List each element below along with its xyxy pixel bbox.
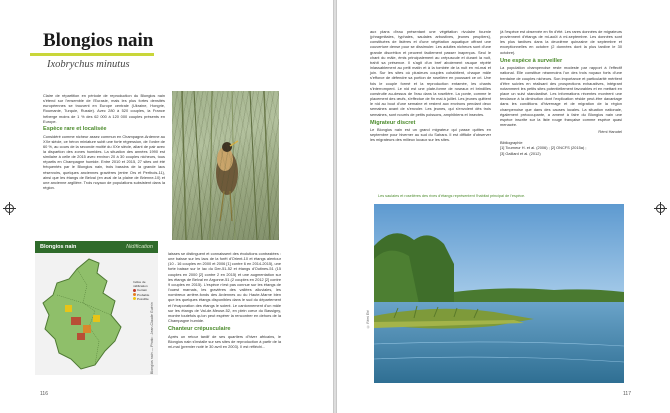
species-title: Blongios nain (43, 30, 154, 51)
col-text: aux plans d'eau présentant une végétation rivulaire fournie (phragmitaies, typhaies, saulaies arbustives, jeunes peupliers), constituées de lisières et d'une végétation aquatique offrant une couverture dense pour se dissimuler. Les adultes nicheurs sont d'une grande discrétion et peuvent facilement passer inaperçus. Seul le chant du mâle, émis principalement au crépuscule et durant la nuit, trahit sa présence. Il s'agit d'un bref aboiement rauque répété inlassablement au petit matin et à la tombée de la nuit en mi-mai et juin. Sur les sites où plusieurs couples cohabitent, chaque mâle s'efforce de défendre sa portion de roselière en poussant ce cri. Une fois le couple formé et la reproduction entamée, les chants s'interrompent. Le nid est une plate-forme de roseaux et brindilles construite au-dessus de l'eau dans la roselière. La ponte, comme le placement des œufs, s'effectue de fin mai à juillet. Les jeunes quittent le nid au bout d'une semaine et restent aux environs pendant deux semaines avant de s'envoler. Les jeunes, qui s'envolent dès trois semaines, sont nourris de petits poissons, amphibiens et insectes. (370, 29, 491, 117)
section-text: Le Blongios nain est un grand migrateur qui passe quittes en septembre pour hiverner au sud du Sahara. Il est difficile d'observer les migrateurs des milieux locaux sur les sites. (370, 127, 491, 143)
col-text: laisses se distinguent et connaissent des évolutions contrastées : une baisse sur les lacs de la forêt d'Orient-10 et étangs alentour (10 - 16 couples en 2000 et 2006 [1] contre 6 en 2014-2015), une forte baisse sur le lac du Der-51-52 et étangs d'Outines-51 (15 couples en 2000 [2] contre 2 en 2015) et une augmentation sur les étangs de Belval en Argonne-51 (2 couples en 2012 [2] contre 9 couples en 2015). L'espèce n'est pas connue sur les étangs de l'ouest marnais, les gravières des vallées alluviales, les nombreux arrière-fonds des Ardennes ou du Haute-Marne bien que les quelques étangs disponibles dans le sud du département et l'évaporation des étangs le soient. Le cantonnement d'un mâle sur les étangs de Val-de-Meuse-52, en plein cœur du Bassigny, montre toutefois qu'on peut espérer la rencontrer en dehors de la Champagne humide. (168, 251, 281, 324)
photo-credit: © Rémi Eté (366, 310, 370, 329)
bittern-photo (172, 91, 279, 240)
right-column-2 (500, 29, 622, 156)
author-signature: Rémi Hanotel (598, 129, 622, 135)
section-heading: Une espèce à surveiller (500, 57, 563, 64)
intro-text: Claire de répartition en période de reproduction du Blongios nain s'étend sur l'ensemble de l'Eurasie, mais les plus fortes densités européennes se trouvent en Europe centrale (Ukraine, Hongrie, Roumanie, Turquie, Russie). Avec 280 à 520 couples, la France héberge moins de 1 % des 62 000 à 120 000 couples présents en Europe. (43, 93, 165, 124)
latin-name: Ixobrychus minutus (47, 59, 130, 70)
photo-caption: Les saulaies et roselières des rives d'étangs représentent l'habitat principal de l'espèce. (378, 194, 526, 198)
legend-swatch (133, 293, 136, 296)
legend-swatch (133, 297, 136, 300)
right-column-1 (370, 29, 491, 143)
page-number: 116 (40, 391, 48, 397)
section-rare (43, 123, 165, 190)
left-page (0, 0, 333, 413)
distribution-map (35, 241, 158, 375)
section-heading: Migrateur discret (370, 119, 416, 126)
map-subtitle: Nidification (126, 244, 153, 250)
page-number: 117 (623, 391, 631, 397)
region-map (37, 255, 133, 373)
lake-landscape (374, 204, 624, 383)
legend-title: Indice de nidification (133, 280, 148, 289)
legend-item: Probable (133, 293, 157, 297)
biblio-item: [1] Tourneur H. et al. (2006) ; [2] ONCFS (2015a) ; (500, 145, 587, 151)
left-column-2 (168, 251, 281, 349)
section-heading: Chanteur crépusculaire (168, 326, 231, 333)
map-title: Blongios nain (40, 244, 77, 250)
biblio-title: Bibliographie (500, 140, 523, 146)
photo-caption: Blongios nain — Photo : Jean-Claude Guérin (150, 302, 154, 374)
section-heading: Espèce rare et localisée (43, 126, 107, 132)
legend-item: Certain (133, 288, 157, 292)
registration-mark-icon (5, 204, 14, 213)
section-text: La population champenoise reste modeste par rapport à l'effectif national. Elle constitue néanmoins l'un des trois noyaux forts d'une trentaine de couples nicheurs. Son importance et particularité méritent d'être suivies en réalisant des prospections exhaustives, intégrant notamment les petits sites potentiellement favorables et en mettant en place un suivi standardisé. Les informations récentes montrent une tendance à la diminution dont l'explication réside peut-être davantage dans les conditions d'hivernage et de migration de la région champenoise que dans des causes locales. La situation nationale, également préoccupante, a amené à faire du Blongios nain une espèce inscrite sur la liste rouge française comme espèce quasi menacée. (500, 65, 622, 127)
title-underline (30, 53, 154, 56)
legend-item: Possible (133, 297, 157, 301)
section-text: Considéré comme nicheur assez commun en Champagne-Ardenne au XXe siècle, ce héron miniature subit une forte régression, de l'ordre de 60 %, au cours de la seconde moitié du XXe siècle, allant de pair avec la dispartion des zones humides. La situation des années 1990 est similaire à celle de 2015 avec environ 20 à 30 couples nicheurs, tous répartis en Champagne humide. Entre 2010 et 2015, 27 sites ont été fréquentés par le Blongios nain, trois bassins de la grande lacs réservoirs, quelques anciennes gravières (entre Ors et Perthois-11), ainsi que les étangs de Belval (en aval de la plaine de Brienne-10) et une ancienne argilière. Trois noyaux de populations subsistent dans la région. (43, 133, 165, 191)
right-page (337, 0, 670, 413)
intro-block (43, 93, 165, 124)
section-text: Après un retour tardif de ses quartiers d'hiver africains, le Blongios nain s'installe sur ses sites de reproduction à partir de la mi-mai (premier noté le 30 avril en 2003). Il est réfléchi... (168, 333, 281, 349)
map-header (35, 241, 158, 253)
legend-swatch (133, 289, 136, 292)
bittern-illustration (172, 91, 279, 240)
biblio-item: [3] Gaillard et al. (2012) (500, 150, 541, 156)
lake-photo (374, 204, 624, 383)
col-text: (à l'espèce est observée en fin d'été. Les rares données de migrateurs proviennent d'étangs de mi-août à mi-septembre. Les données sont les plus tardives dans la deuxième quinzaine de septembre et exceptionnelles en octobre (2 données dont la plus tardive le 30 octobre). (500, 29, 622, 55)
registration-mark-icon (656, 204, 665, 213)
